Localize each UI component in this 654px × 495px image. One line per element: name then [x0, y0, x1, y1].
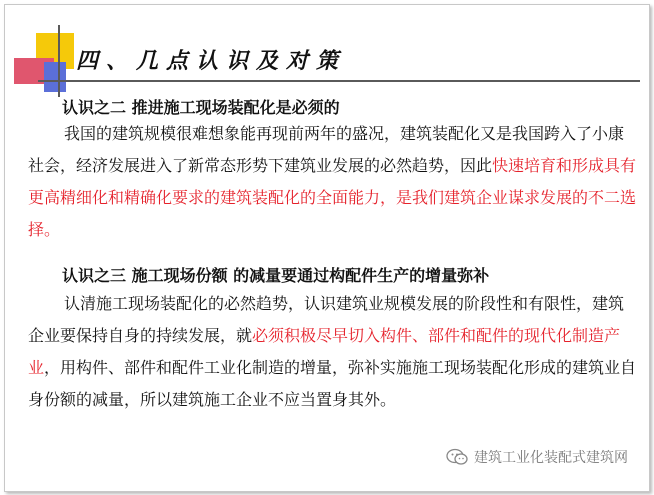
section2-highlight: 必须积极尽早切入构件、部件和配件的现代化制造产业 [28, 326, 621, 377]
section2-paragraph [28, 288, 638, 416]
decor-vertical-line [58, 25, 60, 97]
slide-title: 四、几点认识及对策 [76, 48, 347, 74]
section1-paragraph [28, 118, 638, 246]
watermark [446, 447, 628, 467]
section2-text-part1: 认清施工现场装配化的必然趋势，认识建筑业规模发展的阶段性和有限性，建筑企业要保持自身的持续发展，就 [28, 294, 625, 345]
section1-highlight: 快速培育和形成具有更高精细化和精确化要求的建筑装配化的全面能力，是我们建筑企业谋求发展的不二选择。 [28, 156, 637, 239]
decor-horizontal-line [38, 80, 640, 82]
decor-blue-square [44, 62, 66, 92]
section2-text-part2: ，用构件、部件和配件工业化制造的增量，弥补实施施工现场装配化形成的建筑业自身份额的减量，所以建筑施工企业不应当置身其外。 [28, 358, 637, 409]
section2-heading: 认识之三 施工现场份额 的减量要通过构配件生产的增量弥补 [62, 266, 490, 285]
section1-heading: 认识之二 推进施工现场装配化是必须的 [62, 98, 340, 117]
wechat-icon [446, 448, 468, 466]
section1-text: 我国的建筑规模很难想象能再现前两年的盛况，建筑装配化又是我国跨入了小康社会，经济发展进入了新常态形势下建筑业发展的必然趋势，因此 [28, 124, 625, 175]
watermark-text: 建筑工业化装配式建筑网 [474, 450, 628, 466]
slide [4, 4, 650, 492]
